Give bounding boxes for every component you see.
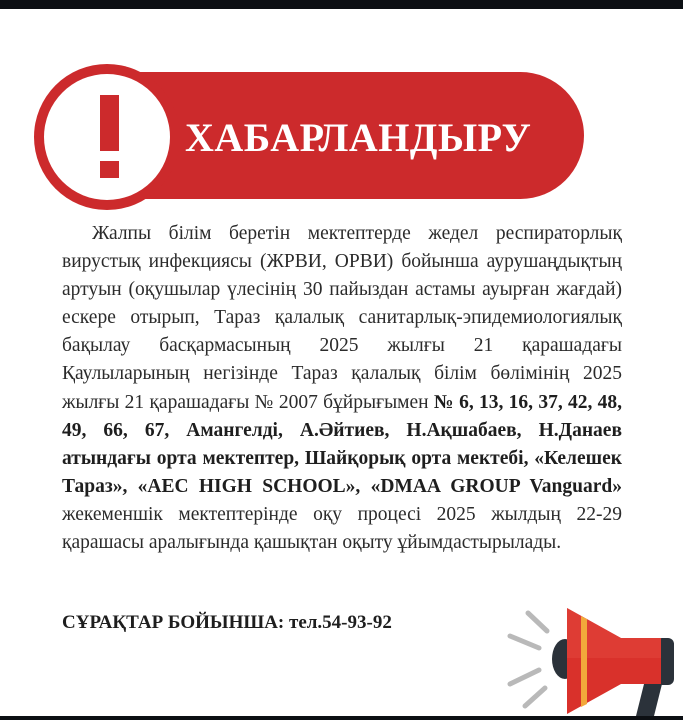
exclamation-bar xyxy=(100,95,119,151)
announcement-schools: № 6, 13, 16, 37, 42, 48, 49, 66, 67, Амангелді, А.Әйтиев, Н.Ақшабаев, Н.Данаев атындағы орта мектептер, Шайқорық орта мектебі, «Келешек Тараз», «AEC HIGH SCHOOL», «DMAA GROUP Vanguard» xyxy=(62,391,622,497)
announcement-banner xyxy=(0,0,683,215)
bottom-edge-bar xyxy=(0,716,683,720)
megaphone-icon xyxy=(495,598,683,720)
exclamation-dot xyxy=(100,161,119,178)
contact-phone: СҰРАҚТАР БОЙЫНША: тел.54-93-92 xyxy=(62,612,392,633)
announcement-body xyxy=(62,220,622,557)
announcement-outro: жекеменшік мектептерінде оқу процесі 2025 жылдың 22-29 қарашасы аралығында қашықтан оқыту ұйымдастырылады. xyxy=(62,503,622,554)
banner-title: ХАБАРЛАНДЫРУ xyxy=(185,115,532,160)
announcement-intro: Жалпы білім беретін мектептерде жедел респираторлық вирустық инфекциясы (ЖРВИ, ОРВИ) бойынша аурушаңдықтың артуын (оқушылар үлесінің 30 пайыздан астамы ауырған жағдай) ескере отырып, Тараз қалалық санитарлық-эпидемиологиялық бақылау басқармасының 2025 жылғы 21 қарашадағы Қаулыларының негізінде Тараз қалалық білім бөлімінің 2025 жылғы 21 қарашадағы № 2007 бұйрығымен xyxy=(62,223,622,413)
